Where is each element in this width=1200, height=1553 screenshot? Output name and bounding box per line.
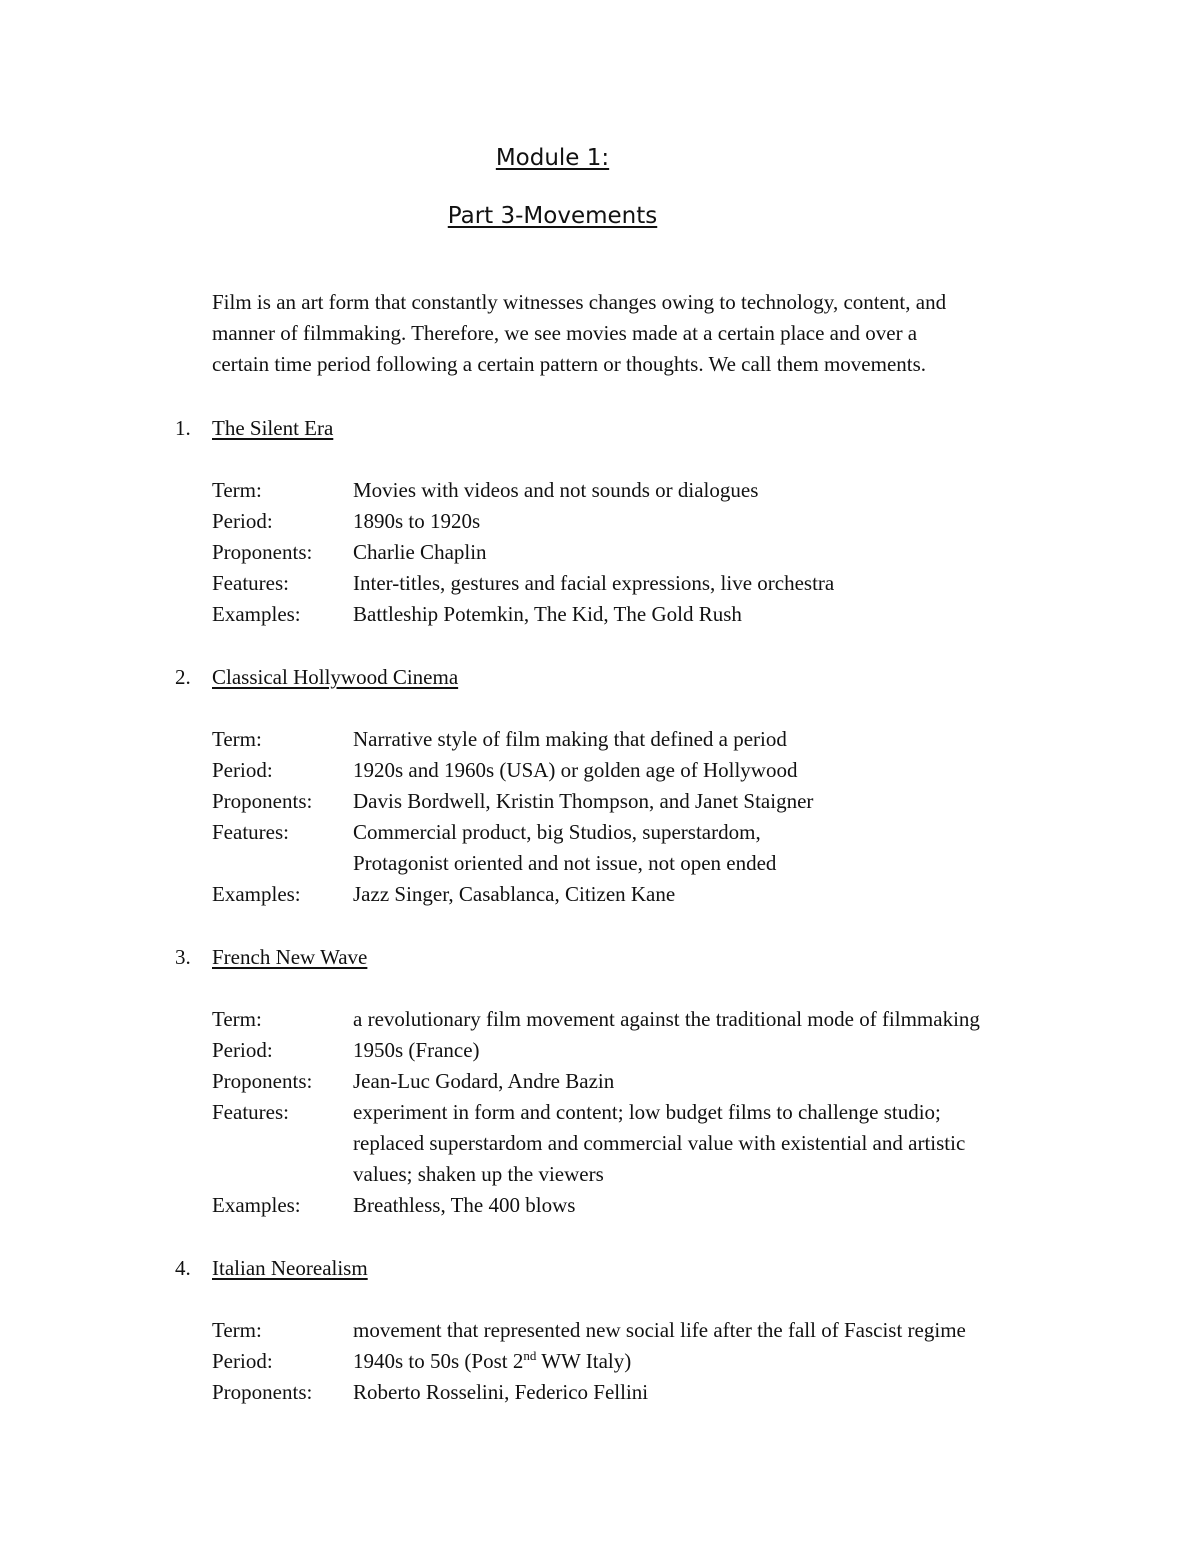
section-details [212,724,1112,910]
row-label: Features: [212,1100,289,1124]
row-label: Period: [212,1038,273,1062]
section-number: 3. [175,945,191,969]
row-value: Davis Bordwell, Kristin Thompson, and Janet Staigner [353,789,814,813]
row-label: Term: [212,1318,262,1342]
section-number: 1. [175,416,191,440]
row-label: Term: [212,478,262,502]
intro-line: Film is an art form that constantly witnesses changes owing to technology, content, and [212,290,947,314]
row-value: 1920s and 1960s (USA) or golden age of Hollywood [353,758,798,782]
detail-row-proponents [212,786,1112,817]
detail-row-examples [212,879,1112,910]
section-details [212,1004,1112,1221]
detail-row-proponents [212,1377,1112,1408]
ordinal-superscript: nd [523,1348,537,1363]
detail-row-term [212,724,1112,755]
row-value: Jean-Luc Godard, Andre Bazin [353,1069,615,1093]
row-value [353,1346,631,1377]
row-value: Commercial product, big Studios, superstardom, [353,820,761,844]
intro-line: manner of filmmaking. Therefore, we see movies made at a certain place and over a [212,321,918,345]
section-title: Italian Neorealism [212,1256,368,1280]
row-value: 1950s (France) [353,1038,480,1062]
row-value: Jazz Singer, Casablanca, Citizen Kane [353,882,676,906]
detail-row-period [212,1346,1112,1377]
row-label: Proponents: [212,540,313,564]
detail-row-features [212,1097,1112,1128]
row-label: Examples: [212,602,301,626]
row-label: Proponents: [212,789,313,813]
section-title: The Silent Era [212,416,334,440]
row-label: Term: [212,1007,262,1031]
section-number: 4. [175,1256,191,1280]
row-value: Movies with videos and not sounds or dialogues [353,478,759,502]
detail-row-term [212,475,1112,506]
row-value: Battleship Potemkin, The Kid, The Gold Rush [353,602,742,626]
row-value: 1890s to 1920s [353,509,481,533]
row-label: Examples: [212,882,301,906]
detail-row-term [212,1004,1112,1035]
detail-row-features-cont [212,848,1112,879]
row-label: Term: [212,727,262,751]
period-text: WW Italy) [536,1349,632,1373]
row-label: Proponents: [212,1069,313,1093]
detail-row-proponents [212,537,1112,568]
intro-paragraph [212,287,1112,380]
row-label: Period: [212,1349,273,1373]
detail-row-period [212,755,1112,786]
period-text: 1940s to 50s (Post 2 [353,1349,524,1373]
row-label: Features: [212,820,289,844]
row-label: Period: [212,509,273,533]
detail-row-features [212,817,1112,848]
detail-row-proponents [212,1066,1112,1097]
row-label: Period: [212,758,273,782]
row-value: experiment in form and content; low budget films to challenge studio; [353,1100,941,1124]
row-value: values; shaken up the viewers [353,1162,604,1186]
row-value: a revolutionary film movement against the traditional mode of filmmaking [353,1007,980,1031]
detail-row-features [212,568,1112,599]
row-label: Examples: [212,1193,301,1217]
detail-row-examples [212,1190,1112,1221]
module-title: Module 1: [495,145,610,171]
detail-row-examples [212,599,1112,630]
row-label: Proponents: [212,1380,313,1404]
detail-row-period [212,506,1112,537]
part-title: Part 3-Movements [447,203,658,229]
detail-row-term [212,1315,1112,1346]
row-value: movement that represented new social life after the fall of Fascist regime [353,1318,966,1342]
row-value: Protagonist oriented and not issue, not open ended [353,851,777,875]
row-value: replaced superstardom and commercial value with existential and artistic [353,1131,966,1155]
section-details [212,475,1112,630]
section-details [212,1315,1112,1408]
detail-row-period [212,1035,1112,1066]
row-value: Charlie Chaplin [353,540,487,564]
detail-row-features-cont [212,1128,1112,1159]
row-value: Narrative style of film making that defined a period [353,727,787,751]
detail-row-features-cont [212,1159,1112,1190]
section-title: Classical Hollywood Cinema [212,665,459,689]
section-title: French New Wave [212,945,368,969]
row-value: Breathless, The 400 blows [353,1193,576,1217]
intro-line: certain time period following a certain pattern or thoughts. We call them movements. [212,352,927,376]
row-value: Inter-titles, gestures and facial expressions, live orchestra [353,571,835,595]
row-value: Roberto Rosselini, Federico Fellini [353,1380,649,1404]
section-number: 2. [175,665,191,689]
row-label: Features: [212,571,289,595]
